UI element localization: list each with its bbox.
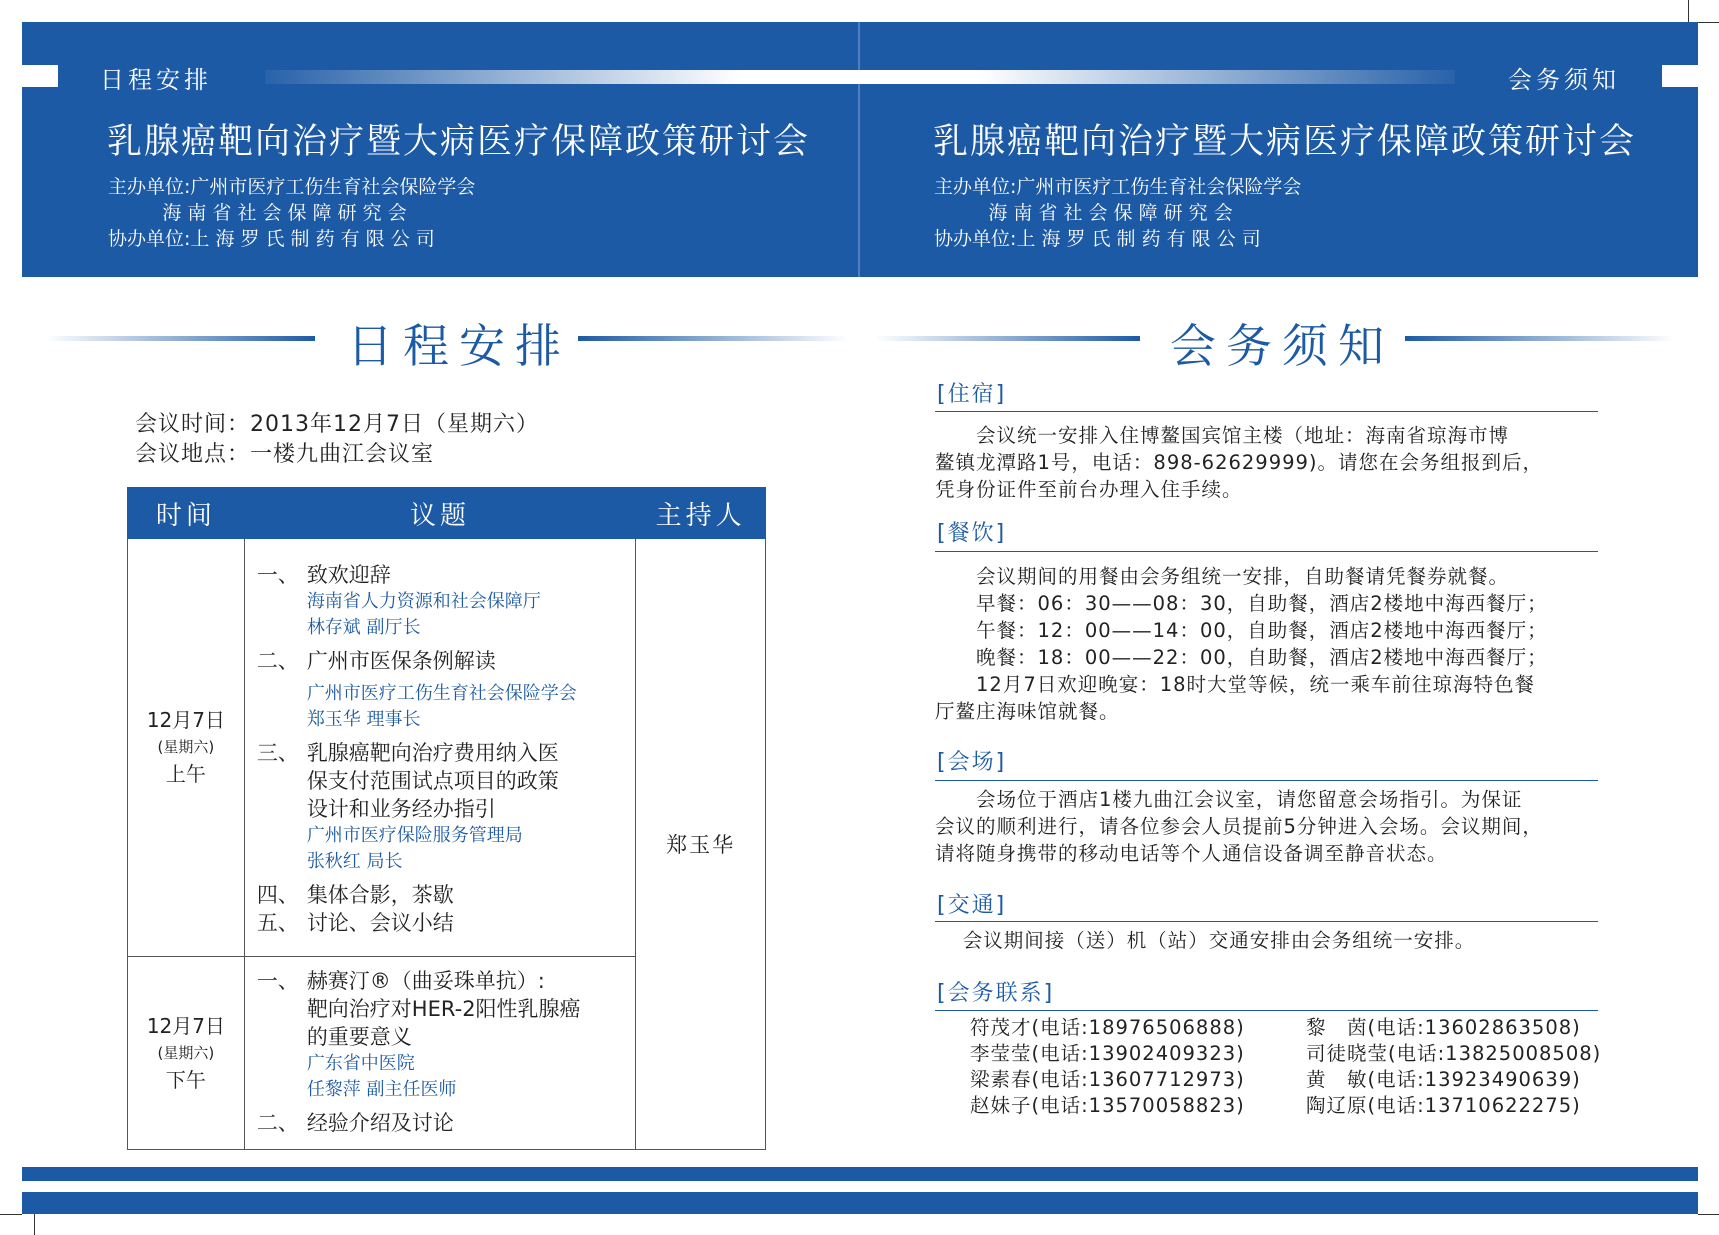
afternoon-date: 12月7日 [146,1013,225,1038]
left-event-title: 乳腺癌靶向治疗暨大病医疗保障政策研讨会 [107,122,811,162]
agenda-item-title-cont: 保支付范围试点项目的政策 [306,768,559,793]
agenda-item: 四、 集体合影，茶歇 [256,882,454,907]
afternoon-weekday: (星期六) [157,1043,215,1062]
crop-mark [1698,22,1719,23]
agenda-speaker: 张秋红 局长 [306,850,403,872]
transport-rule [935,921,1598,922]
right-tab-label: 会务须知 [1508,66,1620,94]
crop-mark [0,1214,22,1215]
crop-mark [1688,0,1689,22]
crop-mark [34,1214,35,1235]
contacts-heading: [会务联系] [937,981,1055,1006]
contact-item: 司徒晓莹(电话:13825008508) [1306,1042,1602,1065]
contacts-rule [935,1010,1598,1011]
left-organizer-1: 主办单位:广州市医疗工伤生育社会保险学会 [108,176,476,198]
agenda-item: 一、 致欢迎辞 [256,562,391,587]
contact-item: 赵妹子(电话:13570058823) [970,1094,1245,1117]
lodging-heading: [住宿] [937,382,1007,407]
contacts-list [970,1015,1610,1119]
column-header-time: 时间 [128,488,245,539]
dining-rule [935,551,1598,552]
right-organizer-1: 主办单位:广州市医疗工伤生育社会保险学会 [934,176,1302,198]
afternoon-period: 下午 [165,1067,206,1092]
agenda-item-title-cont: 设计和业务经办指引 [306,796,496,821]
afternoon-time-cell [128,957,245,1150]
right-co-organizer: 协办单位:上 海 罗 氏 制 药 有 限 公 司 [934,228,1261,250]
notice-section-title: 会务须知 [1170,319,1394,373]
agenda-item-title-cont: 的重要意义 [306,1025,412,1049]
agenda-speaker: 郑玉华 理事长 [306,708,421,730]
notice-title-rule-left [875,336,1140,341]
agenda-speaker: 任黎萍 副主任医师 [306,1079,457,1100]
schedule-title-rule-right [578,336,848,341]
column-header-host: 主持人 [636,488,766,539]
table-row-morning [128,539,766,957]
tab-notch-left [22,65,58,87]
morning-period: 上午 [165,762,206,786]
right-event-title: 乳腺癌靶向治疗暨大病医疗保障政策研讨会 [933,122,1637,162]
column-header-topic: 议题 [244,488,635,539]
agenda-speaker-org: 海南省人力资源和社会保障厅 [306,590,541,612]
contact-item: 黄 敏(电话:13923490639) [1306,1068,1581,1091]
afternoon-agenda [244,957,635,1150]
agenda-item: 二、 经验介绍及讨论 [256,1111,454,1135]
lodging-rule [935,411,1598,412]
meeting-time: 会议时间：2013年12月7日（星期六） [135,412,539,437]
footer-stripe-thin [22,1167,1698,1181]
schedule-title-rule-left [45,336,315,341]
agenda-speaker: 林存斌 副厅长 [306,616,421,638]
contact-item: 梁素春(电话:13607712973) [970,1068,1245,1091]
dining-paragraph: 会议期间的用餐由会务组统一安排，自助餐请凭餐券就餐。 早餐：06：30——08：30，自助餐，酒店2楼地中海西餐厅； 午餐：12：00——14：00，自助餐，酒店2楼地中海西餐厅； 晚餐：18：00——22：00，自助餐，酒店2楼地中海西餐厅； 12月7日欢迎晚宴：18时大堂等候，统一乘车前往琼海特色餐 厅鳌庄海味馆就餐。 [935,565,1548,723]
schedule-section-title: 日程安排 [347,319,571,373]
notice-title-rule-right [1405,336,1675,341]
tab-notch-right [1662,65,1698,87]
dining-heading: [餐饮] [937,521,1007,546]
contact-item: 黎 茵(电话:13602863508) [1306,1016,1581,1039]
left-tab-label: 日程安排 [100,66,212,94]
page-fold-divider [858,22,860,277]
venue-heading: [会场] [937,750,1007,775]
agenda-speaker-org: 广东省中医院 [306,1053,415,1074]
meeting-place: 会议地点：一楼九曲江会议室 [135,442,435,467]
contact-item: 陶辽原(电话:13710622275) [1306,1094,1581,1117]
agenda-speaker-org: 广州市医疗保险服务管理局 [306,824,523,846]
left-co-organizer: 协办单位:上 海 罗 氏 制 药 有 限 公 司 [108,228,435,250]
agenda-item-title-cont: 靶向治疗对HER-2阳性乳腺癌 [306,997,581,1021]
agenda-speaker-org: 广州市医疗工伤生育社会保险学会 [306,682,577,704]
right-organizer-2: 海 南 省 社 会 保 障 研 究 会 [934,202,1233,224]
header-light-streak [265,70,1455,84]
venue-rule [935,780,1598,781]
contact-item: 符茂才(电话:18976506888) [970,1016,1245,1039]
transport-heading: [交通] [937,893,1007,918]
agenda-item: 五、 讨论、会议小结 [256,910,454,935]
footer-stripe-thick [22,1192,1698,1214]
lodging-paragraph: 会议统一安排入住博鳌国宾馆主楼（地址：海南省琼海市博 鳌镇龙潭路1号，电话：898-62629999)。请您在会务组报到后， 凭身份证件至前台办理入住手续。 [935,424,1544,501]
venue-paragraph: 会场位于酒店1楼九曲江会议室，请您留意会场指引。为保证 会议的顺利进行，请各位参会人员提前5分钟进入会场。会议期间， 请将随身携带的移动电话等个人通信设备调至静音状态。 [935,788,1543,865]
host-cell: 郑玉华 [636,539,766,1150]
agenda-item: 一、 赫赛汀®（曲妥珠单抗）: [256,969,545,993]
contact-item: 李莹莹(电话:13902409323) [970,1042,1245,1065]
schedule-table [127,487,766,1150]
transport-paragraph: 会议期间接（送）机（站）交通安排由会务组统一安排。 [935,929,1476,952]
morning-agenda [244,539,635,957]
crop-mark [1698,1214,1719,1215]
morning-date: 12月7日 [146,708,225,732]
agenda-item: 二、 广州市医保条例解读 [256,648,496,673]
agenda-item: 三、 乳腺癌靶向治疗费用纳入医 [256,740,559,765]
morning-time-cell [128,539,245,957]
left-organizer-2: 海 南 省 社 会 保 障 研 究 会 [108,202,407,224]
morning-weekday: (星期六) [157,738,215,756]
